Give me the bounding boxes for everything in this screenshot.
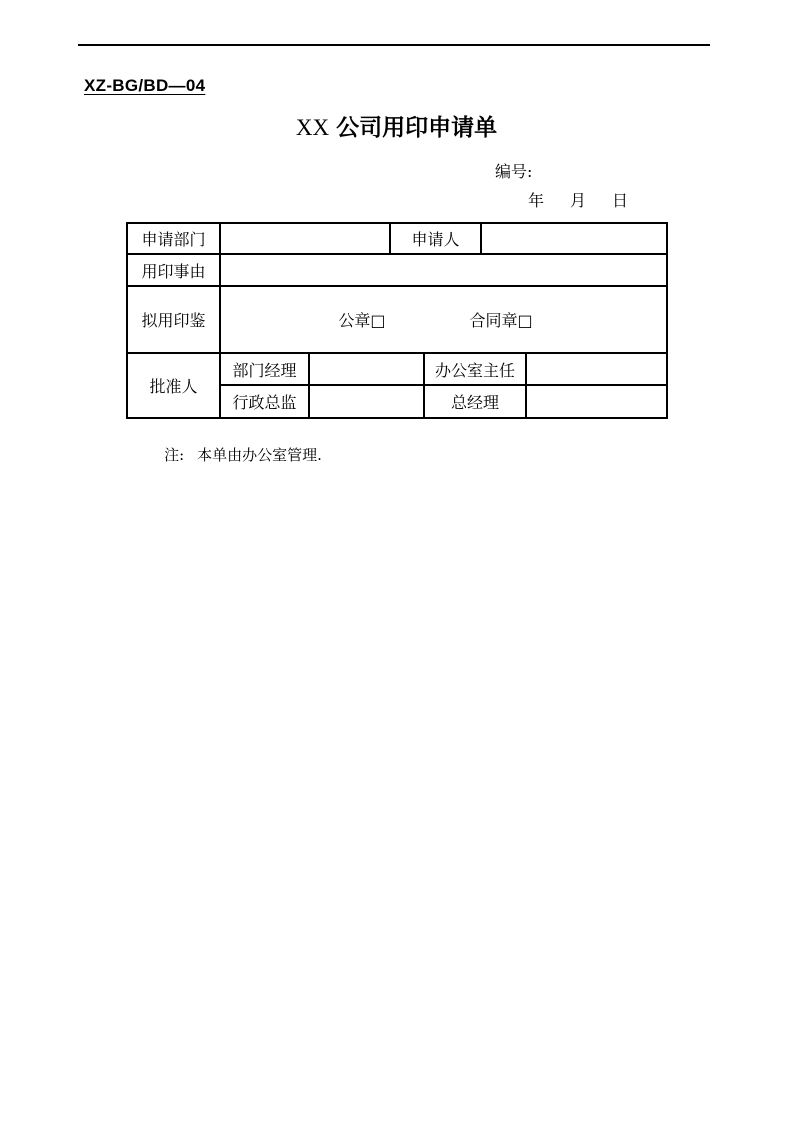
dept-manager-sign-cell[interactable] xyxy=(309,353,424,385)
general-manager-sign-cell[interactable] xyxy=(526,385,667,418)
company-seal-option[interactable] xyxy=(338,308,385,331)
table-row-approver-1 xyxy=(127,353,667,385)
date-year-label: 年 xyxy=(528,191,545,210)
apply-dept-input-cell[interactable] xyxy=(220,223,390,254)
company-seal-checkbox[interactable]: □ xyxy=(370,311,386,330)
page-title-prefix: XX xyxy=(295,115,330,140)
contract-seal-label: 合同章 xyxy=(469,311,518,330)
doc-code: XZ-BG/BD—04 xyxy=(84,76,206,95)
seal-options-group xyxy=(221,308,666,331)
admin-director-label-cell: 行政总监 xyxy=(220,385,309,418)
dept-manager-label-cell: 部门经理 xyxy=(220,353,309,385)
footnote-text: 本单由办公室管理. xyxy=(197,446,322,464)
contract-seal-option[interactable] xyxy=(470,308,533,331)
header-divider-line xyxy=(78,44,710,46)
page-title-main: 公司用印申请单 xyxy=(336,115,498,141)
approver-label-cell: 批准人 xyxy=(127,353,220,418)
application-table xyxy=(126,222,668,419)
applicant-input-cell[interactable] xyxy=(481,223,667,254)
date-line xyxy=(528,188,628,211)
office-director-sign-cell[interactable] xyxy=(526,353,667,385)
table-row-apply xyxy=(127,223,667,254)
applicant-label-cell: 申请人 xyxy=(390,223,481,254)
date-day-label: 日 xyxy=(611,191,628,210)
admin-director-sign-cell[interactable] xyxy=(309,385,424,418)
company-seal-label: 公章 xyxy=(338,311,371,330)
contract-seal-checkbox[interactable]: □ xyxy=(517,311,533,330)
general-manager-label-cell: 总经理 xyxy=(424,385,526,418)
date-month-label: 月 xyxy=(569,191,586,210)
table-row-seal xyxy=(127,286,667,353)
reason-input-cell[interactable] xyxy=(220,254,667,286)
office-director-label-cell: 办公室主任 xyxy=(424,353,526,385)
apply-dept-label-cell: 申请部门 xyxy=(127,223,220,254)
footnote xyxy=(145,426,322,483)
page-title xyxy=(0,113,793,143)
table-row-reason xyxy=(127,254,667,286)
serial-number-label: 编号: xyxy=(495,162,533,181)
reason-label-cell: 用印事由 xyxy=(127,254,220,286)
seal-label-cell: 拟用印鉴 xyxy=(127,286,220,353)
seal-options-cell xyxy=(220,286,667,353)
footnote-prefix: 注: xyxy=(164,446,185,464)
